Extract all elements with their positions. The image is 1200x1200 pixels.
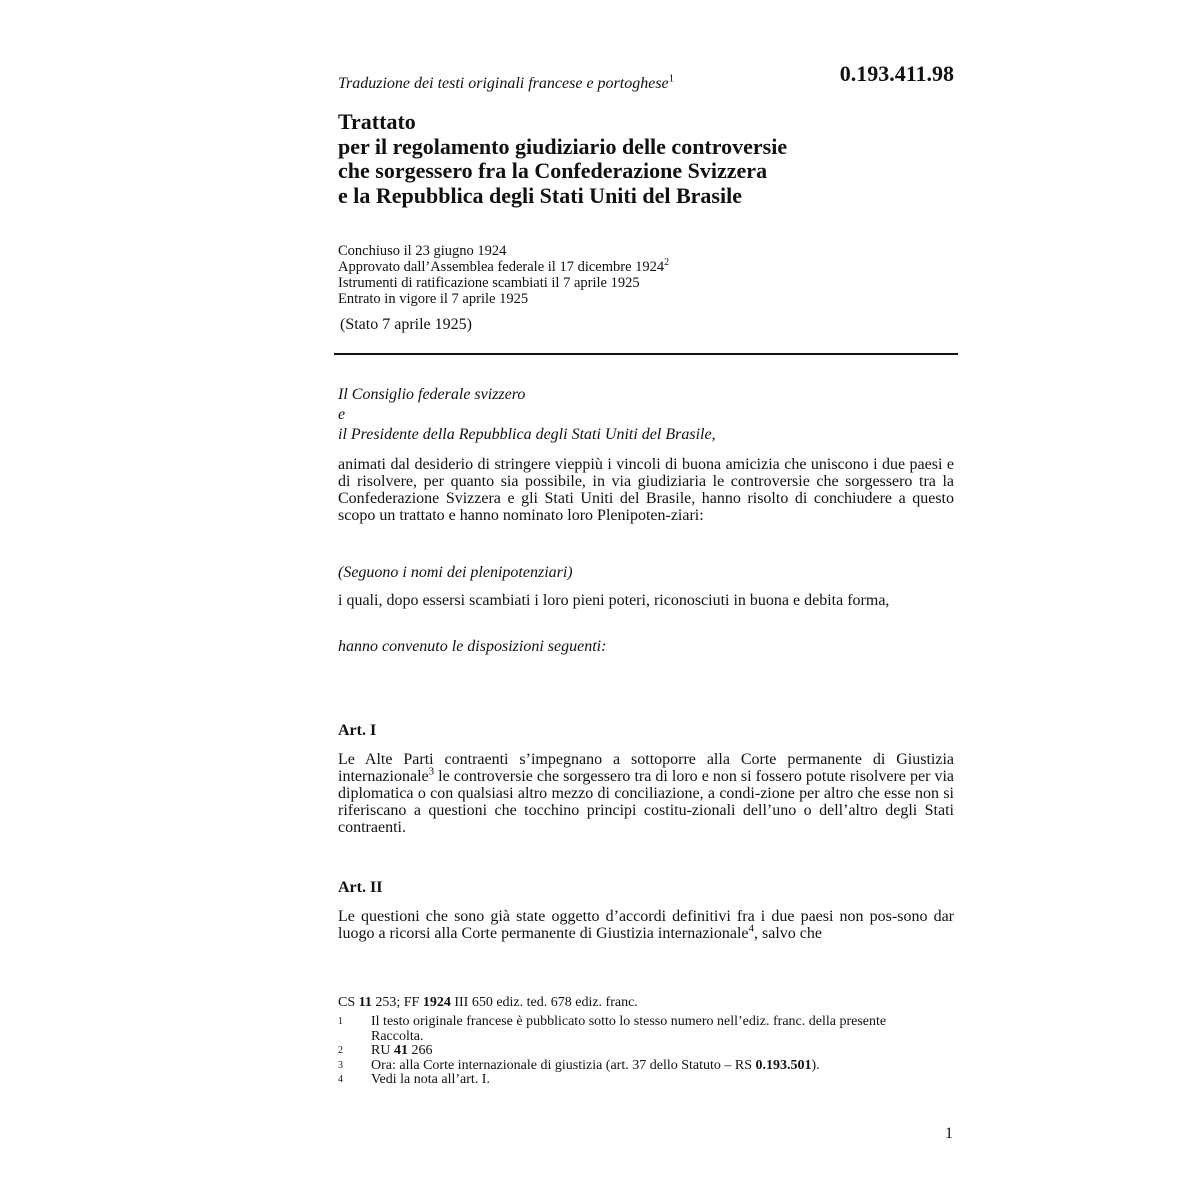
approved-date: Approvato dall’Assemblea federale il 17 dicembre 1924$^2$ xyxy=(338,257,670,275)
title-line: e la Repubblica degli Stati Uniti del Brasile xyxy=(338,182,742,208)
footnote-text: Il testo originale francese è pubblicato sotto lo stesso numero nell’ediz. franc. della presente Raccolta. xyxy=(371,1014,887,1044)
source-citation: CS 11 253; FF 1924 III 650 ediz. ted. 678 ediz. franc. xyxy=(338,995,638,1010)
agreed-provisions: hanno convenuto le disposizioni seguenti: xyxy=(338,638,607,655)
article-1-heading: Art. I xyxy=(338,722,377,739)
footnote-ref-3[interactable]: 3 xyxy=(428,765,435,778)
translation-note: Traduzione dei testi originali francese e portoghese$^1$ xyxy=(338,72,675,92)
footnotes xyxy=(338,1015,938,1088)
footnote-number: 2 xyxy=(338,1045,343,1056)
footnote-1 xyxy=(338,1015,938,1044)
footnote-ref-2[interactable]: 2 xyxy=(664,257,670,269)
header-divider xyxy=(334,353,958,355)
state-date: (Stato 7 aprile 1925) xyxy=(340,316,472,333)
plenipotentiaries-note: (Seguono i nomi dei plenipotenziari) xyxy=(338,564,573,581)
page-number: 1 xyxy=(945,1125,953,1142)
footnote-text: RU 41 266 xyxy=(371,1043,433,1058)
concluded-date: Conchiuso il 23 giugno 1924 xyxy=(338,243,507,259)
footnote-ref-1[interactable]: 1 xyxy=(668,72,675,85)
footnote-text: Vedi la nota all’art. I. xyxy=(371,1072,490,1087)
footnote-number: 1 xyxy=(338,1016,343,1027)
ratification-date: Istrumenti di ratificazione scambiati il 7 aprile 1925 xyxy=(338,275,640,291)
footnote-number: 3 xyxy=(338,1059,343,1071)
article-2-heading: Art. II xyxy=(338,879,383,896)
sr-number: 0.193.411.98 xyxy=(839,61,954,86)
title-line: che sorgessero fra la Confederazione Svizzera xyxy=(338,158,768,183)
footnote-text: Ora: alla Corte internazionale di giustizia (art. 37 dello Statuto – RS 0.193.501). xyxy=(371,1057,820,1073)
party-conjunction: e xyxy=(338,406,346,423)
preamble-paragraph: animati dal desiderio di stringere vieppiù i vincoli di buona amicizia che uniscono i due paesi e di risolvere, per quanto sia possibile, in via giudiziaria le controversie che sorgessero tra la Confederazione Svizzera e gli Stati Uniti del Brasile, hanno risolto di conchiudere a questo scopo un trattato e hanno nominato loro Plenipoten-ziari: xyxy=(338,456,954,524)
title-line: per il regolamento giudiziario delle controversie xyxy=(338,133,788,159)
statute-reference-link[interactable]: 0.193.501 xyxy=(755,1057,812,1073)
party-brazil: il Presidente della Repubblica degli Stati Uniti del Brasile, xyxy=(338,426,716,443)
powers-paragraph: i quali, dopo essersi scambiati i loro pieni poteri, riconosciuti in buona e debita forma, xyxy=(338,592,890,609)
title-line: Trattato xyxy=(338,109,416,134)
footnote-2 xyxy=(338,1044,938,1059)
footnote-ref-4[interactable]: 4 xyxy=(748,922,755,935)
footnote-3 xyxy=(338,1059,938,1074)
article-2-text: Le questioni che sono già state oggetto d’accordi definitivi fra i due paesi non pos-sono dar luogo a ricorsi alla Corte permanente di Giustizia internazionale$^4$, salvo che xyxy=(338,908,954,942)
document-title xyxy=(338,110,958,208)
document-metadata xyxy=(338,243,669,307)
in-force-date: Entrato in vigore il 7 aprile 1925 xyxy=(338,291,529,307)
article-1-text: Le Alte Parti contraenti s’impegnano a sottoporre alla Corte permanente di Giustizia internazionale$^3$ le controversie che sorgessero tra di loro e non si fossero potute risolvere per via diplomatica o con qualsiasi altro mezzo di conciliazione, a condi-zione per altro che esse non si riferiscano a questioni che tocchino principi costitu-zionali dell’uno o dell’altro degli Stati contraenti. xyxy=(338,751,954,836)
footnote-4 xyxy=(338,1073,938,1088)
footnote-number: 4 xyxy=(338,1074,343,1085)
party-swiss: Il Consiglio federale svizzero xyxy=(338,386,526,403)
